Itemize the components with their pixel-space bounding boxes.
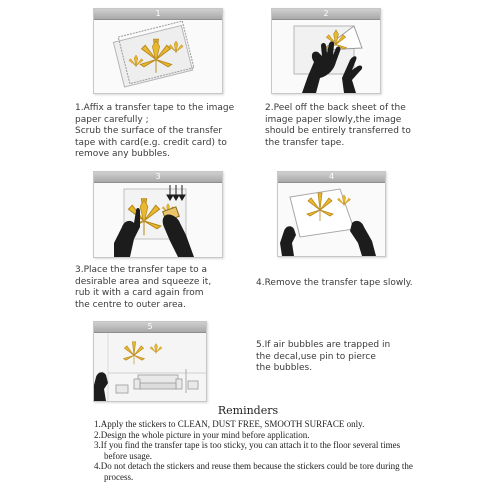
step-2-caption: 2.Peel off the back sheet of the image paper slowly,the image should be entirely transferred to the transfer tape.: [265, 103, 411, 148]
reminder-item: 4.Do not detach the stickers and reuse them because the stickers could be tore during the process.: [94, 461, 413, 482]
arrow-down-icon: [167, 185, 185, 200]
step-4-number: 4: [278, 172, 385, 183]
reminder-item: 2.Design the whole picture in your mind before application.: [94, 429, 310, 440]
step-3-caption: 3.Place the transfer tape to a desirable area and squeeze it, rub it with a card again from the centre to outer area.: [75, 265, 212, 310]
reminder-item: 1.Apply the stickers to CLEAN, DUST FREE, SMOOTH SURFACE only.: [94, 419, 365, 429]
step-3-illustration: [94, 183, 222, 257]
step-4-caption: 4.Remove the transfer tape slowly.: [256, 278, 413, 288]
reminder-item: 3.If you find the transfer tape is too sticky, you can attach it to the floor several times before usage.: [94, 440, 401, 461]
step-1-number: 1: [94, 9, 222, 20]
step-5-number: 5: [94, 322, 206, 333]
reminders-list: [94, 419, 414, 482]
step-2-number: 2: [272, 9, 380, 20]
step-3-number: 3: [94, 172, 222, 183]
step-5-illustration: [94, 333, 206, 401]
step-1-illustration: [94, 20, 222, 93]
step-1-caption: 1.Affix a transfer tape to the image paper carefully ; Scrub the surface of the transfer tape with card(e.g. credit card) to remove any bubbles.: [75, 103, 235, 159]
step-4-illustration: [278, 183, 385, 256]
step-3-panel: [93, 171, 223, 258]
step-5-panel: [93, 321, 207, 402]
step-5-caption: 5.If air bubbles are trapped in the decal,use pin to pierce the bubbles.: [256, 340, 391, 373]
reminders-title: Reminders: [217, 404, 279, 417]
step-1-panel: [93, 8, 223, 94]
step-2-panel: [271, 8, 381, 94]
step-2-illustration: [272, 20, 380, 93]
step-4-panel: [277, 171, 386, 257]
